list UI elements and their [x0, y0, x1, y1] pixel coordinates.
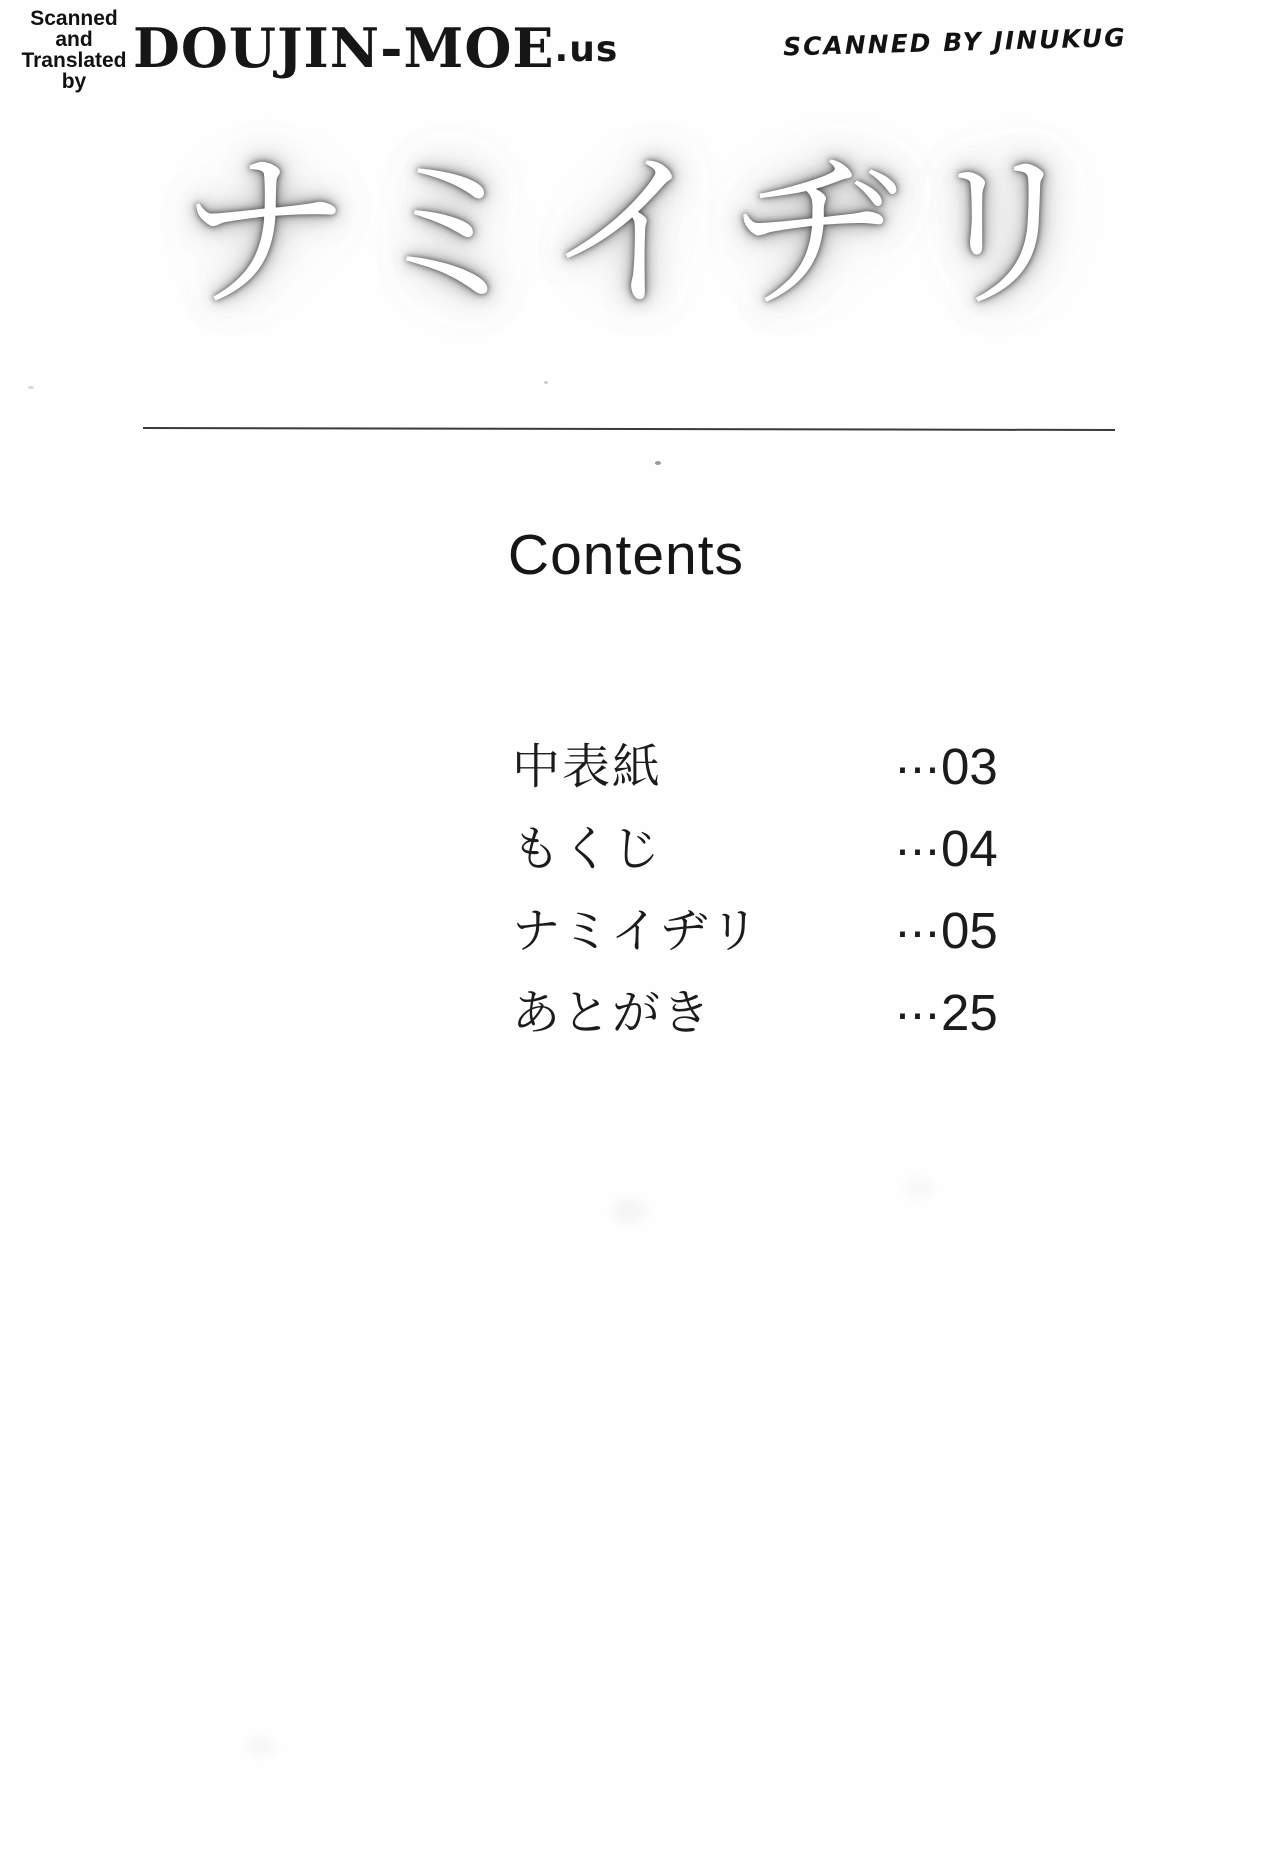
toc-page-number: 04 [940, 820, 998, 877]
toc-entry-label: ナミイヂリ [512, 905, 761, 958]
toc-page-number: 03 [940, 738, 998, 795]
toc-row [512, 738, 1012, 820]
scan-artifact [544, 381, 548, 384]
book-title: ナミイヂリ [177, 137, 1103, 329]
title-divider-rule [143, 427, 1115, 431]
toc-leader-dots: ··· [894, 984, 939, 1041]
scan-artifact [905, 1178, 933, 1198]
logo-domain-suffix: .us [554, 29, 619, 70]
toc-page-number: 25 [940, 984, 998, 1041]
scan-artifact [246, 1738, 276, 1756]
toc-leader-dots: ··· [894, 738, 939, 795]
scan-artifact [655, 461, 661, 465]
translator-credit [14, 8, 134, 92]
toc-leader-dots: ··· [894, 902, 939, 959]
scanner-credit: SCANNED BY JINUKUG [782, 22, 1128, 62]
toc-entry-page [894, 984, 1012, 1042]
scan-artifact [28, 386, 34, 389]
toc-entry-label: あとがき [512, 987, 713, 1040]
credit-line: Translated [21, 49, 127, 72]
scan-artifact [612, 1198, 646, 1224]
credit-line: by [61, 70, 87, 93]
doujin-moe-logo [133, 16, 618, 80]
toc-entry-label: 中表紙 [512, 741, 663, 794]
credit-line: Scanned [30, 7, 118, 30]
toc-row [512, 984, 1012, 1066]
toc-row [512, 820, 1012, 902]
toc-entry-page [894, 902, 1012, 960]
toc-leader-dots: ··· [894, 820, 939, 877]
toc-row [512, 902, 1012, 984]
table-of-contents [512, 738, 1012, 1066]
toc-page-number: 05 [940, 902, 998, 959]
contents-heading: Contents [507, 523, 745, 587]
toc-entry-label: もくじ [512, 823, 663, 876]
logo-wordmark: DOUJIN-MOE [133, 16, 555, 80]
toc-entry-page [894, 738, 1012, 796]
toc-entry-page [894, 820, 1012, 878]
credit-line: and [55, 28, 93, 51]
